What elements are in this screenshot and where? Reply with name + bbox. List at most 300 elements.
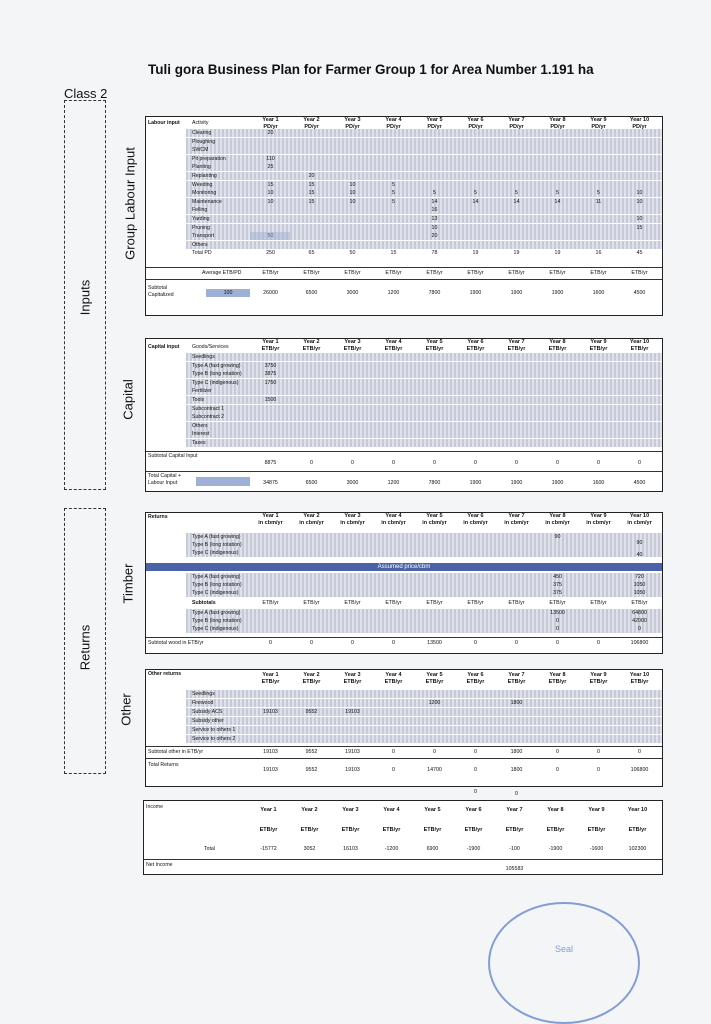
divider (144, 859, 662, 860)
row-label: Service to others 1 (192, 727, 236, 733)
table-cell: 106800 (630, 640, 649, 646)
table-cell: 16 (595, 250, 602, 257)
year-header: Year 5 in cbm/yr (422, 513, 447, 526)
table-cell: 0 (638, 460, 641, 466)
table-row (186, 439, 662, 447)
table-cell: 0 (474, 789, 477, 795)
divider (146, 637, 662, 638)
subtotals-label: Subtotals (192, 600, 216, 606)
row-label: Type B (long rotation) (192, 582, 242, 588)
table-cell: -100 (509, 846, 520, 852)
etb-unit: ETB/yr (344, 270, 361, 276)
divider (146, 471, 662, 472)
row-label: Type B (long rotation) (192, 618, 242, 624)
table-cell: 4500 (633, 290, 646, 296)
table-cell: 250 (266, 250, 275, 257)
row-label: Felling (192, 207, 208, 214)
year-header: Year 7 in cbm/yr (504, 513, 529, 526)
divider (146, 279, 662, 280)
row-label: Others (192, 241, 208, 248)
table-cell: 19103 (263, 709, 278, 715)
table-row (186, 589, 662, 597)
table-cell: 10 (267, 198, 274, 205)
year-header: Year 6 PD/yr (467, 117, 484, 130)
table-cell: 1200 (428, 700, 441, 706)
table-row (186, 581, 662, 589)
table-cell: 19103 (345, 767, 360, 773)
year-header: Year 8 ETB/yr (548, 672, 567, 685)
etb-unit: ETB/yr (382, 827, 401, 833)
year-header: Year 10 ETB/yr (629, 672, 650, 685)
table-cell: 8875 (264, 460, 277, 466)
total-capital-label: Total Capital + Labour Input (148, 473, 182, 486)
etb-unit: ETB/yr (631, 600, 648, 606)
returns-label: Returns (77, 624, 93, 671)
year-header: Year 4 ETB/yr (384, 339, 403, 352)
etb-unit: ETB/yr (303, 270, 320, 276)
table-cell: 9552 (305, 709, 318, 715)
table-cell: 3750 (264, 362, 277, 369)
table-cell: 0 (392, 749, 395, 755)
year-header: Year 1 PD/yr (262, 117, 279, 130)
table-cell: 0 (474, 640, 477, 646)
table-cell: -1900 (548, 846, 563, 852)
labour-input-header: Labour input (148, 120, 180, 126)
etb-unit: ETB/yr (590, 600, 607, 606)
year-header: Year 8 (547, 807, 564, 813)
row-label: Type C (indigenous) (192, 626, 239, 632)
row-label: Subcontract 2 (192, 414, 225, 421)
table-row (186, 138, 662, 146)
other-returns-header: Other returns (148, 671, 182, 677)
table-cell: 0 (474, 749, 477, 755)
year-header: Year 10 (627, 807, 648, 813)
table-cell: 15 (267, 181, 274, 188)
table-cell: 0 (556, 640, 559, 646)
divider (146, 758, 662, 759)
row-label: Type B (long rotation) (192, 371, 242, 378)
other-label: Other (118, 693, 134, 726)
row-label: Seedlings (192, 691, 215, 697)
table-cell: 110 (266, 155, 275, 162)
year-header: Year 4 in cbm/yr (381, 513, 406, 526)
year-header: Year 6 ETB/yr (466, 339, 485, 352)
table-cell: 0 (269, 640, 272, 646)
table-cell: 102300 (628, 846, 647, 852)
table-cell: 15 (308, 181, 315, 188)
row-label: Pruning (192, 224, 210, 231)
etb-unit: ETB/yr (508, 600, 525, 606)
table-cell: 14 (554, 198, 561, 205)
year-header: Year 8 PD/yr (549, 117, 566, 130)
table-cell: 0 (310, 640, 313, 646)
table-cell: 45 (636, 250, 643, 257)
table-cell: 450 (553, 574, 562, 580)
table-cell: 13 (431, 216, 438, 222)
table-cell: 14 (472, 198, 479, 205)
inputs-label: Inputs (77, 279, 93, 316)
table-cell: 0 (474, 767, 477, 773)
table-row (186, 541, 662, 549)
table-cell: 40 (636, 552, 643, 558)
table-cell: 0 (556, 618, 559, 624)
row-label: Type A (fast growing) (192, 362, 241, 369)
timber-label: Timber (120, 563, 136, 604)
table-cell: 14 (513, 198, 520, 205)
page-title: Tuli gora Business Plan for Farmer Group 1 for Area Number 1.191 ha (148, 62, 594, 77)
table-cell: 0 (474, 460, 477, 466)
table-row (186, 405, 662, 413)
table-cell: 15 (390, 250, 397, 257)
table-cell: 1200 (387, 480, 400, 486)
net-income-label: Net Income (146, 862, 173, 868)
avg-etb-value: 100 (206, 289, 250, 297)
table-cell: 1200 (387, 290, 400, 296)
etb-unit: ETB/yr (546, 827, 565, 833)
table-cell: 19 (554, 250, 561, 257)
table-cell: 0 (556, 626, 559, 632)
table-cell: 720 (635, 574, 644, 580)
row-label: Replanting (192, 173, 217, 179)
table-cell: 13500 (427, 640, 442, 646)
table-cell: 0 (638, 626, 641, 632)
returns-header: Returns (148, 514, 168, 520)
table-cell: 15 (636, 224, 643, 231)
table-cell: 1900 (551, 480, 564, 486)
table-cell: 1900 (469, 480, 482, 486)
year-header: Year 2 ETB/yr (302, 339, 321, 352)
year-header: Year 4 PD/yr (385, 117, 402, 130)
year-header: Year 7 PD/yr (508, 117, 525, 130)
table-cell: 15 (308, 190, 315, 197)
year-header: Year 8 in cbm/yr (545, 513, 570, 526)
table-cell: 1050 (633, 582, 646, 588)
row-label: Subsidy ACS (192, 709, 223, 715)
table-cell: 34875 (263, 480, 278, 486)
table-cell: 0 (556, 749, 559, 755)
divider (146, 267, 662, 268)
table-cell: -15772 (260, 846, 277, 852)
year-header: Year 2 ETB/yr (302, 672, 321, 685)
table-cell: 375 (553, 590, 562, 596)
table-cell: 1800 (510, 700, 523, 706)
etb-unit: ETB/yr (385, 270, 402, 276)
table-cell: 5 (392, 198, 395, 205)
total-income-label: Total (204, 846, 215, 852)
year-header: Year 8 ETB/yr (548, 339, 567, 352)
table-cell: 1600 (592, 290, 605, 296)
row-label: Weeding (192, 181, 213, 188)
etb-unit: ETB/yr (426, 270, 443, 276)
row-label: Interest (192, 431, 210, 438)
table-row (186, 533, 662, 541)
table-cell: 0 (515, 460, 518, 466)
table-cell: 10 (349, 190, 356, 197)
table-cell: 1900 (510, 290, 523, 296)
year-header: Year 1 ETB/yr (261, 339, 280, 352)
subtotal-label: Subtotal Capitalized (148, 285, 174, 298)
table-cell: -1900 (466, 846, 481, 852)
etb-unit: ETB/yr (631, 270, 648, 276)
table-row (186, 690, 662, 698)
table-cell: 19103 (345, 709, 360, 715)
table-cell: 0 (351, 640, 354, 646)
year-header: Year 5 ETB/yr (425, 672, 444, 685)
table-cell: 50 (349, 250, 356, 257)
table-cell: 0 (392, 460, 395, 466)
stamp-text: Seal (554, 944, 573, 954)
table-cell: 1900 (469, 290, 482, 296)
etb-unit: ETB/yr (467, 600, 484, 606)
year-header: Year 9 (588, 807, 605, 813)
year-header: Year 6 ETB/yr (466, 672, 485, 685)
etb-unit: ETB/yr (262, 270, 279, 276)
table-row (186, 573, 662, 581)
year-header: Year 9 in cbm/yr (586, 513, 611, 526)
year-header: Year 5 ETB/yr (425, 339, 444, 352)
year-header: Year 5 (424, 807, 441, 813)
row-label: Type C (indigenous) (192, 590, 239, 596)
table-row (186, 172, 662, 180)
table-cell: 16 (431, 207, 438, 214)
year-header: Year 9 PD/yr (590, 117, 607, 130)
table-cell: 0 (515, 791, 518, 797)
row-label: Type C (indigenous) (192, 379, 239, 386)
table-row (186, 609, 662, 617)
class-label: Class 2 (64, 86, 108, 101)
table-cell: 1800 (510, 749, 523, 755)
capital-input-header: Capital input (148, 344, 180, 350)
row-label: Subcontract 1 (192, 405, 225, 412)
table-cell: 5 (556, 190, 559, 197)
labour-table (145, 116, 663, 316)
table-row (186, 617, 662, 625)
row-label: Total PD (192, 250, 212, 257)
table-row (186, 422, 662, 430)
row-label: Tools (192, 397, 205, 403)
table-cell: 0 (638, 749, 641, 755)
table-cell: 6500 (305, 480, 318, 486)
year-header: Year 10 ETB/yr (629, 339, 650, 352)
table-cell: 5 (433, 190, 436, 197)
table-cell: 0 (597, 749, 600, 755)
table-cell: 0 (556, 767, 559, 773)
table-cell: 3875 (264, 371, 277, 378)
row-label: Others (192, 422, 208, 429)
table-cell: 0 (310, 460, 313, 466)
row-label: Monitoring (192, 190, 217, 197)
row-label: Yarding (192, 216, 210, 222)
table-cell: 15 (308, 198, 315, 205)
etb-unit: ETB/yr (259, 827, 278, 833)
table-cell: 13500 (550, 610, 565, 616)
year-header: Year 2 (301, 807, 318, 813)
etb-unit: ETB/yr (590, 270, 607, 276)
income-table (143, 800, 663, 875)
year-header: Year 3 in cbm/yr (340, 513, 365, 526)
year-header: Year 5 PD/yr (426, 117, 443, 130)
table-cell: 0 (351, 460, 354, 466)
table-cell: 10 (431, 224, 438, 231)
table-cell: -1600 (589, 846, 604, 852)
subtotal-other-label: Subtotal other in ETB/yr (148, 749, 204, 755)
price-banner: Assumed price/cbm (146, 563, 662, 571)
row-label: Subsidy other (192, 718, 224, 724)
etb-unit: ETB/yr (344, 600, 361, 606)
table-row (186, 717, 662, 725)
row-label: Firewood (192, 700, 214, 706)
year-header: Year 4 (383, 807, 400, 813)
table-cell: 1800 (510, 767, 523, 773)
table-cell: 10 (349, 198, 356, 205)
labour-label: Group Labour Input (122, 147, 138, 260)
table-cell: 14700 (427, 767, 442, 773)
table-cell: 25 (267, 164, 274, 171)
table-cell: 3000 (346, 480, 359, 486)
table-cell: 3000 (346, 290, 359, 296)
table-cell: 5 (392, 181, 395, 188)
year-header: Year 7 ETB/yr (507, 672, 526, 685)
table-cell: -1200 (384, 846, 399, 852)
activity-header: Activity (192, 120, 209, 126)
table-cell: 19103 (345, 749, 360, 755)
row-label: Type A (fast growing) (192, 574, 241, 580)
capital-table (145, 338, 663, 492)
income-header: Income (146, 804, 164, 810)
table-cell: 375 (553, 582, 562, 588)
etb-unit: ETB/yr (262, 600, 279, 606)
year-header: Year 3 PD/yr (344, 117, 361, 130)
year-header: Year 3 ETB/yr (343, 672, 362, 685)
year-header: Year 6 (465, 807, 482, 813)
table-cell: 90 (554, 534, 561, 540)
table-cell: 20 (308, 173, 315, 179)
table-cell: 26000 (263, 290, 278, 296)
other-table (145, 669, 663, 797)
table-cell: 19 (513, 250, 520, 257)
year-header: Year 10 PD/yr (629, 117, 650, 130)
table-cell: 6900 (426, 846, 439, 852)
table-cell: 1900 (510, 480, 523, 486)
etb-unit: ETB/yr (628, 827, 647, 833)
table-cell: 14 (431, 198, 438, 205)
year-header: Year 2 in cbm/yr (299, 513, 324, 526)
year-header: Year 2 PD/yr (303, 117, 320, 130)
row-label: Transport (192, 233, 215, 240)
table-cell: 7800 (428, 480, 441, 486)
table-cell: 0 (515, 640, 518, 646)
capital-label: Capital (120, 379, 136, 420)
table-cell: 5 (597, 190, 600, 197)
year-header: Year 1 ETB/yr (261, 672, 280, 685)
transport-highlight (250, 232, 290, 240)
row-label: Seedlings (192, 354, 215, 360)
official-stamp (488, 902, 640, 1024)
table-cell: 4500 (633, 480, 646, 486)
table-cell: 0 (597, 460, 600, 466)
table-cell: 42000 (632, 618, 647, 624)
table-cell: 5 (392, 190, 395, 197)
row-label: Ploughing (192, 138, 216, 145)
table-cell: 0 (597, 640, 600, 646)
table-row (186, 146, 662, 154)
table-cell: 0 (392, 767, 395, 773)
table-cell: 5 (474, 190, 477, 197)
table-row (186, 726, 662, 734)
row-label: Taxes (192, 440, 206, 446)
etb-unit: ETB/yr (300, 827, 319, 833)
total-returns-label: Total Returns (148, 762, 179, 768)
row-label: Type C (indigenous) (192, 550, 239, 556)
row-label: Type B (long rotation) (192, 542, 242, 548)
year-header: Year 9 ETB/yr (589, 339, 608, 352)
etb-unit: ETB/yr (508, 270, 525, 276)
table-cell: 10 (267, 190, 274, 197)
table-cell: 65 (308, 250, 315, 257)
table-cell: 0 (433, 749, 436, 755)
table-cell: 10 (636, 198, 643, 205)
etb-unit: ETB/yr (549, 600, 566, 606)
table-cell: 19103 (263, 749, 278, 755)
table-cell: 10 (636, 190, 643, 197)
year-header: Year 3 (342, 807, 359, 813)
table-cell: 0 (597, 767, 600, 773)
year-header: Year 1 in cbm/yr (258, 513, 283, 526)
table-cell: 20 (267, 130, 274, 136)
row-label: Type A (fast growing) (192, 610, 241, 616)
year-header: Year 4 ETB/yr (384, 672, 403, 685)
etb-unit: ETB/yr (426, 600, 443, 606)
table-row (186, 353, 662, 361)
table-cell: 16103 (343, 846, 358, 852)
total-highlight (196, 477, 250, 486)
table-cell: 0 (556, 460, 559, 466)
table-cell: 10 (349, 181, 356, 188)
subtotal-wood-label: Subtotal wood in ETB/yr (148, 640, 204, 646)
table-row (186, 430, 662, 438)
table-cell: 7800 (428, 290, 441, 296)
etb-unit: ETB/yr (587, 827, 606, 833)
table-cell: 6500 (305, 290, 318, 296)
table-cell: 78 (431, 250, 438, 257)
row-label: Maintenance (192, 198, 222, 205)
table-cell: 1050 (633, 590, 646, 596)
table-cell: 106800 (630, 767, 649, 773)
avg-etb-label: Average ETB/PD (202, 270, 242, 276)
table-row (186, 549, 662, 557)
year-header: Year 7 ETB/yr (507, 339, 526, 352)
table-cell: 90 (636, 540, 643, 546)
table-cell: 1600 (592, 480, 605, 486)
table-cell: 20 (431, 233, 438, 240)
table-cell: 0 (433, 460, 436, 466)
divider (146, 746, 662, 747)
table-cell: 1750 (264, 379, 277, 386)
table-row (186, 387, 662, 395)
table-cell: 1500 (264, 397, 277, 403)
table-cell: 64800 (632, 610, 647, 616)
year-header: Year 6 in cbm/yr (463, 513, 488, 526)
table-cell: 9552 (305, 767, 318, 773)
table-cell: 19 (472, 250, 479, 257)
capital-subtotal-label: Subtotal Capital Input (148, 453, 198, 459)
etb-unit: ETB/yr (341, 827, 360, 833)
year-header: Year 1 (260, 807, 277, 813)
etb-unit: ETB/yr (385, 600, 402, 606)
table-cell: 5 (515, 190, 518, 197)
year-header: Year 10 in cbm/yr (627, 513, 652, 526)
year-header: Year 7 (506, 807, 523, 813)
